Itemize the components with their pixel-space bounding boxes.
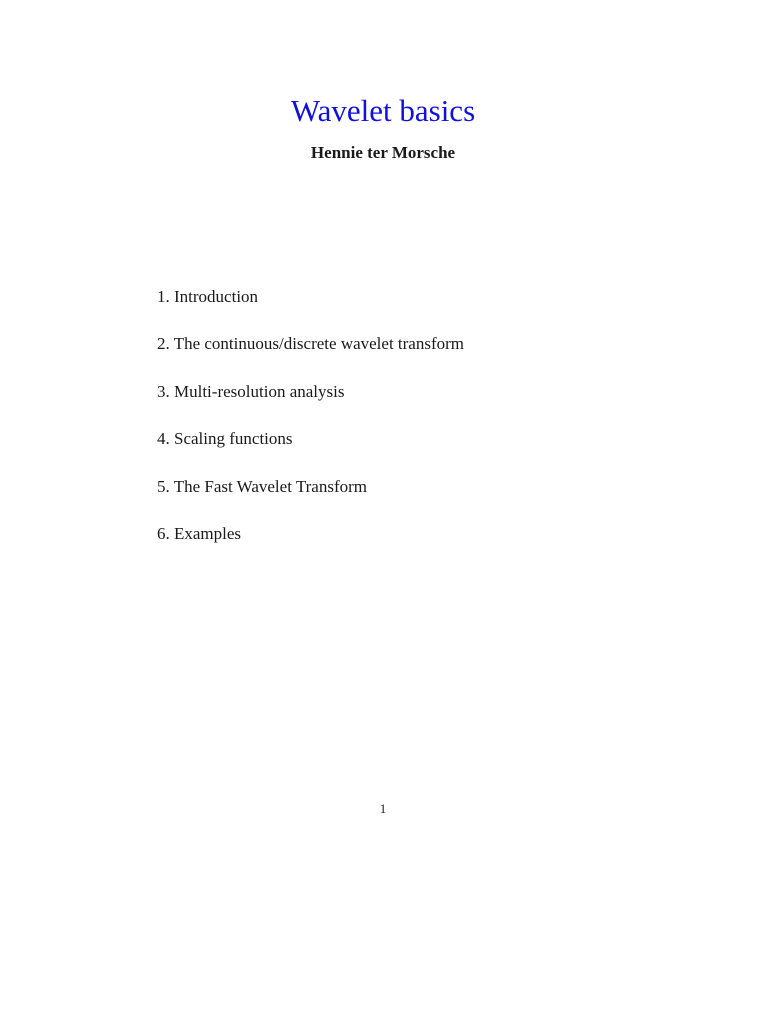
toc-item-introduction: 1. Introduction (157, 287, 259, 306)
toc-item-fast-wavelet-transform: 5. The Fast Wavelet Transform (157, 476, 368, 496)
toc-item-examples: 6. Examples (157, 523, 242, 543)
toc-item-multi-resolution-analysis: 3. Multi-resolution analysis (157, 381, 345, 401)
document-author: Hennie ter Morsche (310, 143, 456, 162)
page-number: 1 (379, 801, 387, 816)
toc-item-scaling-functions: 4. Scaling functions (157, 429, 293, 449)
table-of-contents (157, 286, 464, 570)
toc-item-wavelet-transform: 2. The continuous/discrete wavelet transform (157, 334, 465, 354)
document-title: Wavelet basics (290, 93, 476, 128)
